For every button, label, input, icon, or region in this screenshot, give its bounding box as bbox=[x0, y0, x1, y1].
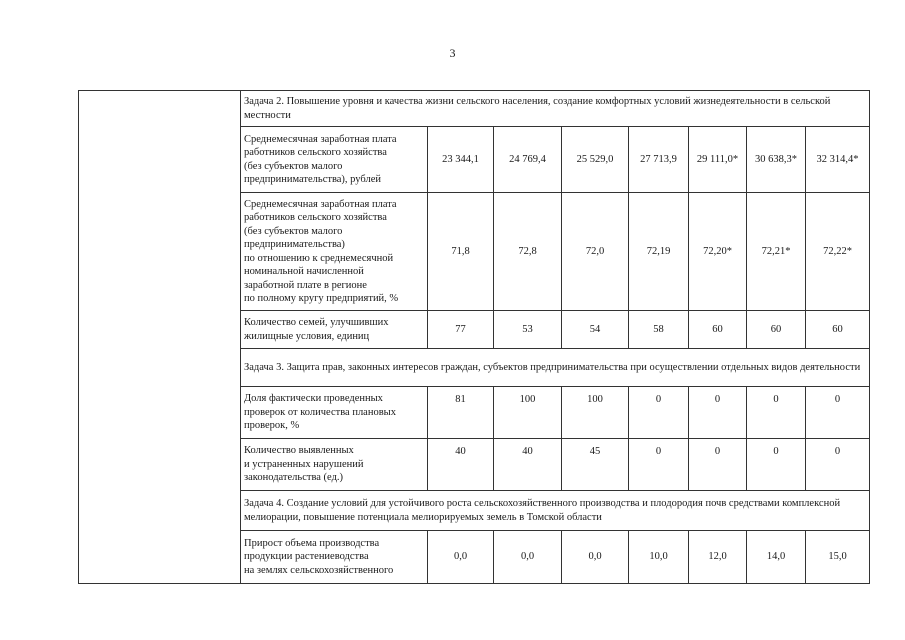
value-cell: 0 bbox=[806, 387, 870, 439]
indicator-label: Количество выявленных и устраненных нарушений законодательства (ед.) bbox=[241, 439, 428, 491]
value-cell: 0,0 bbox=[494, 531, 562, 584]
value-cell: 25 529,0 bbox=[562, 127, 629, 193]
value-cell: 60 bbox=[689, 311, 747, 349]
value-cell: 0 bbox=[689, 387, 747, 439]
value-cell: 60 bbox=[747, 311, 806, 349]
value-cell: 40 bbox=[494, 439, 562, 491]
indicator-label: Среднемесячная заработная плата работников сельского хозяйства (без субъектов малого предпринимательства), рублей bbox=[241, 127, 428, 193]
value-cell: 12,0 bbox=[689, 531, 747, 584]
value-cell: 0 bbox=[689, 439, 747, 491]
value-cell: 100 bbox=[562, 387, 629, 439]
value-cell: 53 bbox=[494, 311, 562, 349]
indicator-label: Прирост объема производства продукции растениеводства на землях сельскохозяйственного bbox=[241, 531, 428, 584]
value-cell: 54 bbox=[562, 311, 629, 349]
value-cell: 40 bbox=[428, 439, 494, 491]
value-cell: 0,0 bbox=[428, 531, 494, 584]
value-cell: 32 314,4* bbox=[806, 127, 870, 193]
value-cell: 0 bbox=[629, 439, 689, 491]
value-cell: 72,21* bbox=[747, 193, 806, 311]
value-cell: 0,0 bbox=[562, 531, 629, 584]
value-cell: 30 638,3* bbox=[747, 127, 806, 193]
task-3-title: Задача 3. Защита прав, законных интересов граждан, субъектов предпринимательства при осуществлении отдельных видов деятельности bbox=[241, 349, 870, 387]
value-cell: 71,8 bbox=[428, 193, 494, 311]
indicator-label: Количество семей, улучшивших жилищные условия, единиц bbox=[241, 311, 428, 349]
value-cell: 45 bbox=[562, 439, 629, 491]
value-cell: 29 111,0* bbox=[689, 127, 747, 193]
value-cell: 100 bbox=[494, 387, 562, 439]
task-row bbox=[79, 91, 870, 127]
program-column-cell bbox=[79, 91, 241, 584]
value-cell: 0 bbox=[806, 439, 870, 491]
value-cell: 72,19 bbox=[629, 193, 689, 311]
page-number: 3 bbox=[449, 46, 456, 60]
task-4-title: Задача 4. Создание условий для устойчивого роста сельскохозяйственного производства и плодородия почв средствами комплексной мелиорации, повышение потенциала мелиорируемых земель в Томской области bbox=[241, 491, 870, 531]
value-cell: 72,20* bbox=[689, 193, 747, 311]
value-cell: 72,8 bbox=[494, 193, 562, 311]
value-cell: 77 bbox=[428, 311, 494, 349]
value-cell: 60 bbox=[806, 311, 870, 349]
indicator-label: Среднемесячная заработная плата работников сельского хозяйства (без субъектов малого предпринимательства) по отношению к среднемесячной номинальной начисленной заработной плате в регионе по полному кругу предприятий, % bbox=[241, 193, 428, 311]
task-2-title: Задача 2. Повышение уровня и качества жизни сельского населения, создание комфортных условий жизнедеятельности в сельской местности bbox=[241, 91, 870, 127]
value-cell: 23 344,1 bbox=[428, 127, 494, 193]
value-cell: 81 bbox=[428, 387, 494, 439]
value-cell: 0 bbox=[747, 387, 806, 439]
value-cell: 72,0 bbox=[562, 193, 629, 311]
value-cell: 0 bbox=[747, 439, 806, 491]
value-cell: 15,0 bbox=[806, 531, 870, 584]
value-cell: 10,0 bbox=[629, 531, 689, 584]
value-cell: 14,0 bbox=[747, 531, 806, 584]
value-cell: 0 bbox=[629, 387, 689, 439]
value-cell: 72,22* bbox=[806, 193, 870, 311]
value-cell: 58 bbox=[629, 311, 689, 349]
indicators-table bbox=[78, 90, 870, 584]
indicator-label: Доля фактически проведенных проверок от количества плановых проверок, % bbox=[241, 387, 428, 439]
value-cell: 27 713,9 bbox=[629, 127, 689, 193]
value-cell: 24 769,4 bbox=[494, 127, 562, 193]
